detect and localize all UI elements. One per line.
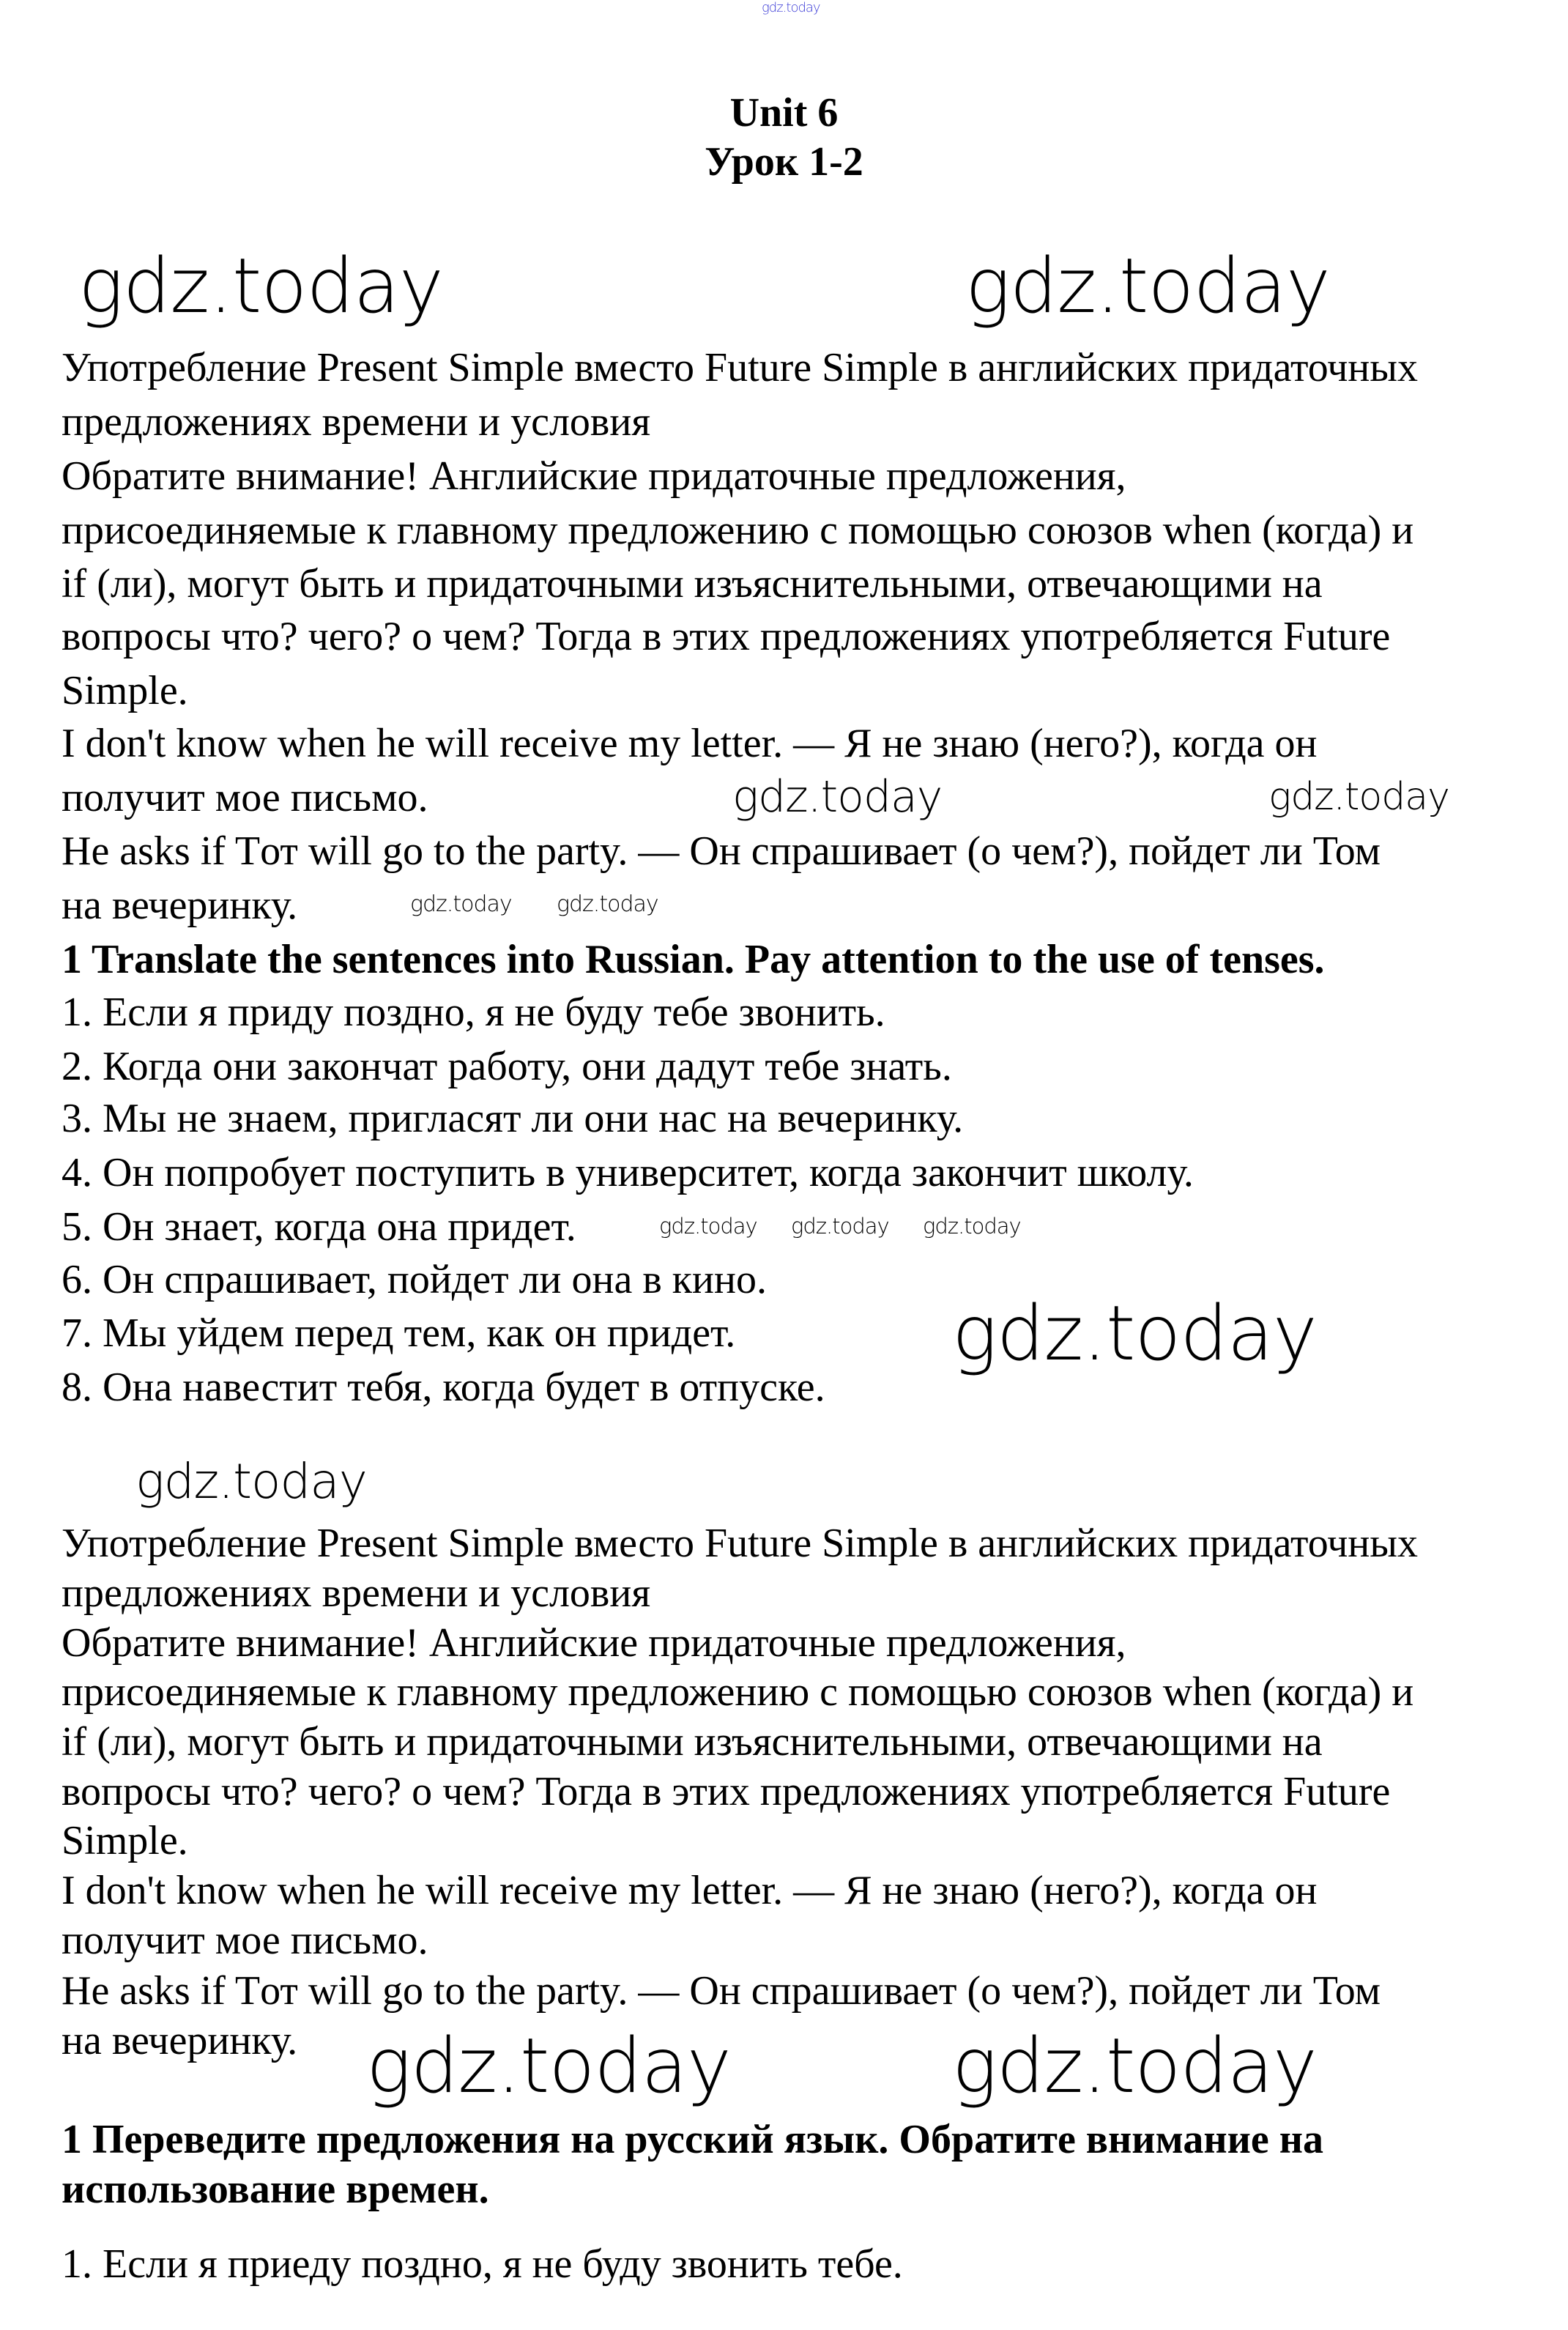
body-text-line: He asks if Tот will go to the party. — Он спрашивает (о чем?), пойдет ли Том [62, 828, 1381, 875]
watermark: gdz.today [791, 1214, 889, 1239]
body-text-line: присоединяемые к главному предложению с помощью союзов when (когда) и [62, 1669, 1414, 1715]
watermark: gdz.today [659, 1214, 757, 1239]
watermark: gdz.today [732, 771, 943, 823]
watermark: gdz.today [78, 242, 443, 330]
body-text-line: на вечеринку. [62, 883, 298, 929]
body-text-line: Употребление Present Simple вместо Future Simple в английских придаточных [62, 345, 1419, 391]
body-text-line: вопросы что? чего? о чем? Тогда в этих предложениях употребляется Future [62, 1768, 1391, 1814]
answer-item: 7. Мы уйдем перед тем, как он придет. [62, 1310, 736, 1357]
body-text-line: присоединяемые к главному предложению с помощью союзов when (когда) и [62, 507, 1414, 553]
body-text-line: Simple. [62, 668, 188, 713]
body-text-line: if (ли), могут быть и придаточными изъяснительными, отвечающими на [62, 1719, 1323, 1765]
watermark: gdz.today [952, 1290, 1317, 1378]
body-text-line: вопросы что? чего? о чем? Тогда в этих предложениях употребляется Future [62, 614, 1391, 660]
task-heading: 1 Translate the sentences into Russian. Pay attention to the use of tenses. [62, 936, 1325, 982]
body-text-line: Обратите внимание! Английские придаточные предложения, [62, 1620, 1126, 1666]
body-text-line: получит мое письмо. [62, 1917, 428, 1963]
answer-item: 3. Мы не знаем, пригласят ли они нас на вечеринку. [62, 1096, 964, 1142]
task-heading: использование времен. [62, 2166, 489, 2212]
body-text-line: Употребление Present Simple вместо Future Simple в английских придаточных [62, 1521, 1419, 1567]
body-text-line: I don't know when he will receive my letter. — Я не знаю (него?), когда он [62, 720, 1318, 766]
watermark-top: gdz.today [762, 0, 820, 15]
watermark: gdz.today [366, 2022, 731, 2110]
watermark: gdz.today [135, 1453, 367, 1510]
body-text-line: I don't know when he will receive my letter. — Я не знаю (него?), когда он [62, 1867, 1318, 1913]
body-text-line: He asks if Tот will go to the party. — Он спрашивает (о чем?), пойдет ли Том [62, 1968, 1381, 2014]
watermark: gdz.today [557, 891, 658, 917]
body-text-line: if (ли), могут быть и придаточными изъяснительными, отвечающими на [62, 561, 1323, 607]
task-heading: 1 Переведите предложения на русский язык. Обратите внимание на [62, 2117, 1323, 2163]
body-text-line: предложениях времени и условия [62, 399, 651, 445]
body-text-line: предложениях времени и условия [62, 1570, 651, 1617]
unit-title: Unit 6 [729, 90, 839, 136]
body-text-line: Simple. [62, 1818, 188, 1864]
answer-item: 2. Когда они закончат работу, они дадут тебе знать. [62, 1043, 952, 1089]
watermark: gdz.today [410, 891, 512, 917]
body-text-line: на вечеринку. [62, 2017, 298, 2063]
watermark: gdz.today [952, 2022, 1317, 2110]
lesson-title: Урок 1-2 [705, 139, 863, 185]
body-text-line: Обратите внимание! Английские придаточные предложения, [62, 453, 1126, 499]
body-text-line: получит мое письмо. [62, 774, 428, 820]
watermark: gdz.today [965, 242, 1330, 330]
answer-item: 4. Он попробует поступить в университет, когда закончит школу. [62, 1150, 1194, 1196]
answer-item: 1. Если я приеду поздно, я не буду звонить тебе. [62, 2241, 903, 2288]
answer-item: 8. Она навестит тебя, когда будет в отпуске. [62, 1365, 825, 1411]
watermark: gdz.today [923, 1214, 1021, 1239]
watermark: gdz.today [1268, 775, 1449, 819]
answer-item: 6. Он спрашивает, пойдет ли она в кино. [62, 1256, 767, 1302]
answer-item: 5. Он знает, когда она придет. [62, 1203, 576, 1250]
answer-item: 1. Если я приду поздно, я не буду тебе звонить. [62, 989, 885, 1035]
